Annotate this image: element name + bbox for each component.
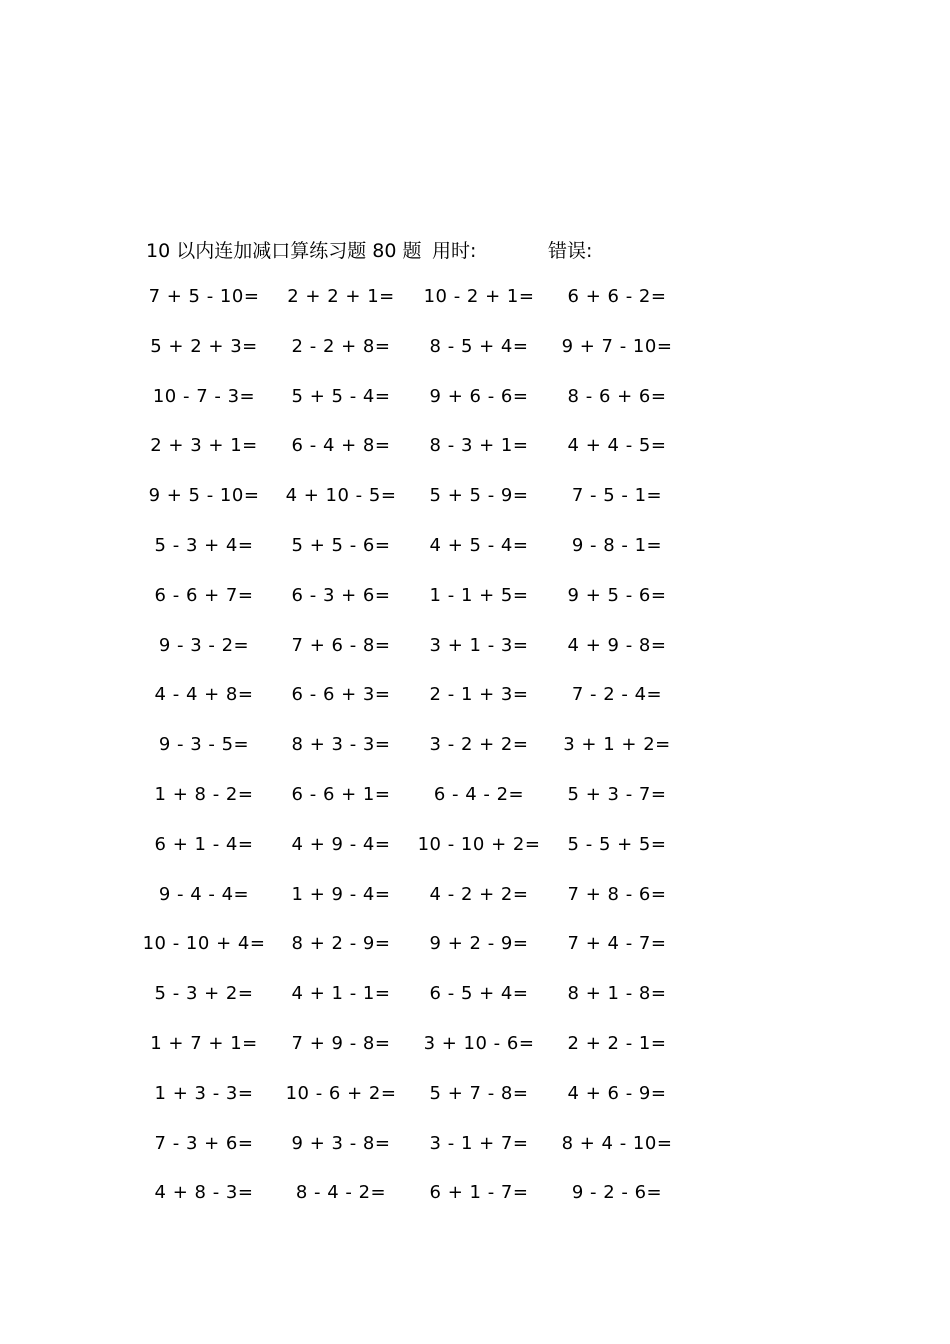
problem-item: 7 + 9 - 8= — [291, 1032, 391, 1054]
problem-row — [0, 884, 950, 934]
problem-row — [0, 635, 950, 685]
problem-row — [0, 1133, 950, 1183]
problem-item: 9 + 2 - 9= — [429, 933, 529, 955]
problem-item: 6 + 6 - 2= — [567, 286, 667, 307]
problem-item: 10 - 10 + 4= — [142, 933, 266, 955]
problem-item: 4 + 9 - 4= — [291, 833, 391, 855]
problem-item: 2 + 3 + 1= — [150, 435, 258, 457]
problem-row — [0, 834, 950, 884]
problem-item: 5 + 7 - 8= — [429, 1082, 529, 1104]
problem-item: 9 - 3 - 5= — [158, 734, 250, 756]
problem-item: 1 + 8 - 2= — [154, 783, 254, 805]
problem-row — [0, 784, 950, 834]
problem-item: 5 + 3 - 7= — [567, 783, 667, 805]
problem-row — [0, 983, 950, 1033]
problem-item: 8 + 4 - 10= — [561, 1132, 673, 1154]
problem-item: 2 + 2 + 1= — [287, 286, 395, 307]
problem-item: 6 + 1 - 4= — [154, 833, 254, 855]
problem-item: 6 - 6 + 1= — [291, 783, 391, 805]
time-used-label: 用时: — [432, 240, 477, 262]
problem-item: 3 + 1 - 3= — [429, 634, 529, 656]
problem-item: 9 - 8 - 1= — [571, 534, 663, 556]
problem-item: 5 - 5 + 5= — [567, 833, 667, 855]
problem-item: 2 - 2 + 8= — [291, 335, 391, 357]
worksheet-header — [0, 236, 950, 266]
problem-item: 4 - 4 + 8= — [154, 684, 254, 706]
errors-label: 错误: — [548, 240, 593, 262]
problem-row — [0, 435, 950, 485]
problem-item: 4 + 4 - 5= — [567, 435, 667, 457]
problem-item: 4 + 9 - 8= — [567, 634, 667, 656]
problem-row — [0, 336, 950, 386]
problem-row — [0, 684, 950, 734]
problem-item: 10 - 2 + 1= — [423, 286, 535, 307]
problem-item: 9 + 5 - 6= — [567, 584, 667, 606]
problem-item: 6 - 6 + 3= — [291, 684, 391, 706]
problem-item: 6 + 1 - 7= — [429, 1182, 529, 1204]
problem-item: 9 + 7 - 10= — [561, 335, 673, 357]
problem-item: 9 + 3 - 8= — [291, 1132, 391, 1154]
problem-item: 4 + 1 - 1= — [291, 983, 391, 1005]
problem-item: 8 + 1 - 8= — [567, 983, 667, 1005]
problem-item: 9 - 3 - 2= — [158, 634, 250, 656]
problem-item: 9 + 5 - 10= — [148, 485, 260, 507]
problem-item: 8 - 4 - 2= — [295, 1182, 387, 1204]
problem-item: 8 - 3 + 1= — [429, 435, 529, 457]
problem-item: 3 + 10 - 6= — [423, 1032, 535, 1054]
problem-item: 5 + 2 + 3= — [150, 335, 258, 357]
problem-item: 7 + 5 - 10= — [148, 286, 260, 307]
problem-row — [0, 1033, 950, 1083]
problem-item: 8 - 5 + 4= — [429, 335, 529, 357]
problem-row — [0, 1182, 950, 1232]
problem-item: 8 + 2 - 9= — [291, 933, 391, 955]
problem-item: 6 - 5 + 4= — [429, 983, 529, 1005]
problem-item: 4 - 2 + 2= — [429, 883, 529, 905]
problem-row — [0, 734, 950, 784]
problem-item: 10 - 10 + 2= — [417, 833, 541, 855]
problem-item: 9 - 2 - 6= — [571, 1182, 663, 1204]
problem-row — [0, 485, 950, 535]
problem-item: 10 - 6 + 2= — [285, 1082, 397, 1104]
problem-item: 7 + 8 - 6= — [567, 883, 667, 905]
problem-item: 3 - 1 + 7= — [429, 1132, 529, 1154]
problem-item: 4 + 10 - 5= — [285, 485, 397, 507]
problem-item: 5 + 5 - 6= — [291, 534, 391, 556]
problem-item: 6 - 6 + 7= — [154, 584, 254, 606]
problem-row — [0, 933, 950, 983]
problem-item: 6 - 3 + 6= — [291, 584, 391, 606]
problem-item: 7 - 2 - 4= — [571, 684, 663, 706]
problem-item: 5 - 3 + 4= — [154, 534, 254, 556]
problem-item: 7 + 6 - 8= — [291, 634, 391, 656]
problem-row — [0, 386, 950, 436]
problem-item: 10 - 7 - 3= — [152, 385, 256, 407]
problem-item: 1 + 3 - 3= — [154, 1082, 254, 1104]
problem-row — [0, 1083, 950, 1133]
problem-item: 8 + 3 - 3= — [291, 734, 391, 756]
problem-item: 4 + 8 - 3= — [154, 1182, 254, 1204]
problem-item: 3 + 1 + 2= — [563, 734, 671, 756]
problem-row — [0, 286, 950, 336]
problem-item: 8 - 6 + 6= — [567, 385, 667, 407]
problem-item: 5 + 5 - 9= — [429, 485, 529, 507]
problem-item: 5 + 5 - 4= — [291, 385, 391, 407]
problem-item: 9 + 6 - 6= — [429, 385, 529, 407]
problem-item: 3 - 2 + 2= — [429, 734, 529, 756]
problem-item: 7 + 4 - 7= — [567, 933, 667, 955]
problem-item: 1 + 9 - 4= — [291, 883, 391, 905]
problem-item: 1 - 1 + 5= — [429, 584, 529, 606]
worksheet-title: 10 以内连加减口算练习题 80 题 — [146, 240, 422, 262]
problem-item: 4 + 6 - 9= — [567, 1082, 667, 1104]
problem-row — [0, 585, 950, 635]
problem-item: 7 - 3 + 6= — [154, 1132, 254, 1154]
problem-item: 4 + 5 - 4= — [429, 534, 529, 556]
problem-item: 6 - 4 - 2= — [433, 783, 525, 805]
problem-item: 9 - 4 - 4= — [158, 883, 250, 905]
problem-item: 7 - 5 - 1= — [571, 485, 663, 507]
problem-item: 2 + 2 - 1= — [567, 1032, 667, 1054]
problem-item: 5 - 3 + 2= — [154, 983, 254, 1005]
problem-grid — [0, 286, 950, 1232]
problem-item: 2 - 1 + 3= — [429, 684, 529, 706]
problem-item: 6 - 4 + 8= — [291, 435, 391, 457]
problem-item: 1 + 7 + 1= — [150, 1032, 258, 1054]
problem-row — [0, 535, 950, 585]
